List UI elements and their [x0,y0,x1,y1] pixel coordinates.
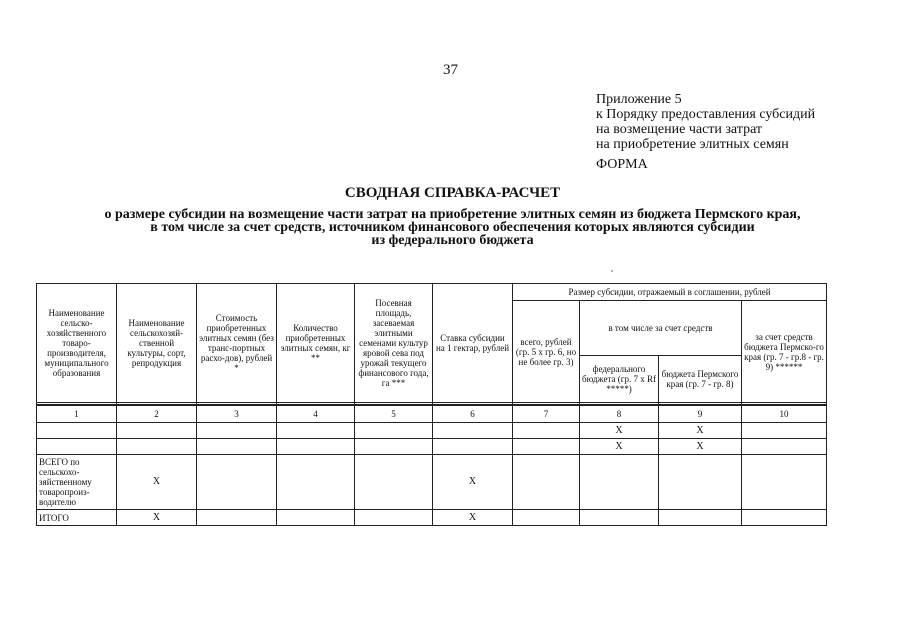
appendix-line: на приобретение элитных семян [596,137,789,152]
table-row [37,423,827,439]
column-number: 6 [433,405,513,423]
header-farm-name: Наименование сельско-хозяйственного товаро-производителя, муниципального образования [37,284,117,403]
cell-mark: X [580,423,659,439]
column-number: 8 [580,405,659,423]
total-farm-row [37,455,827,510]
header-regional-budget: за счет средств бюджета Пермско-го края (гр. 7 - гр.8 - гр. 9) ****** [742,301,827,403]
cell-mark: X [659,423,742,439]
form-label: ФОРМА [596,157,648,172]
scan-dot [611,270,613,272]
document-subtitle [0,208,905,247]
cell-mark: X [117,510,197,526]
appendix-line: на возмещение части затрат [596,122,763,137]
subtitle-line: из федерального бюджета [371,233,534,248]
column-number: 3 [197,405,277,423]
cell-mark: X [117,455,197,510]
column-number: 1 [37,405,117,423]
column-number: 10 [742,405,827,423]
column-number: 4 [277,405,355,423]
header-crop-name: Наименование сельскохозяй-ственной культуры, сорт, репродукция [117,284,197,403]
column-number: 5 [355,405,433,423]
cell-mark: X [659,439,742,455]
header-total-rub: всего, рублей (гр. 5 x гр. 6, но не более гр. 3) [513,301,580,403]
total-farm-label: ВСЕГО по сельскохо-зяйственному товаропроиз-водителю [37,455,117,510]
cell-mark: X [433,455,513,510]
header-sown-area: Посевная площадь, засеваемая элитными семенами культур яровой сева под урожай текущего финансового года, га *** [355,284,433,403]
table-row [37,439,827,455]
header-subsidy-group: Размер субсидии, отражаемый в соглашении, рублей [513,284,827,301]
appendix-line: к Порядку предоставления субсидий [596,107,816,122]
subtitle-line: о размере субсидии на возмещение части затрат на приобретение элитных семян из бюджета Пермского края, [104,207,801,222]
column-number: 7 [513,405,580,423]
header-seed-cost: Стоимость приобретенных элитных семян (без транс-портных расхо-дов), рублей * [197,284,277,403]
subtitle-line: в том числе за счет средств, источником финансового обеспечения которых являются субсидии [150,220,755,235]
cell-mark: X [433,510,513,526]
appendix-line: Приложение 5 [596,92,682,107]
page-number: 37 [443,62,458,78]
total-label: ИТОГО [37,510,117,526]
subsidy-table [36,283,827,526]
column-number: 2 [117,405,197,423]
total-row [37,510,827,526]
column-number-row [37,405,827,423]
header-including: в том числе за счет средств [580,301,742,356]
header-seed-quantity: Количество приобретенных элитных семян, кг ** [277,284,355,403]
document-title: СВОДНАЯ СПРАВКА-РАСЧЕТ [344,185,561,201]
appendix-block [596,92,815,152]
header-federal-budget: федерального бюджета (гр. 7 x Rf *****) [580,356,659,403]
header-perm-budget: бюджета Пермского края (гр. 7 - гр. 8) [659,356,742,403]
column-number: 9 [659,405,742,423]
cell-mark: X [580,439,659,455]
header-subsidy-rate: Ставка субсидии на 1 гектар, рублей [433,284,513,403]
